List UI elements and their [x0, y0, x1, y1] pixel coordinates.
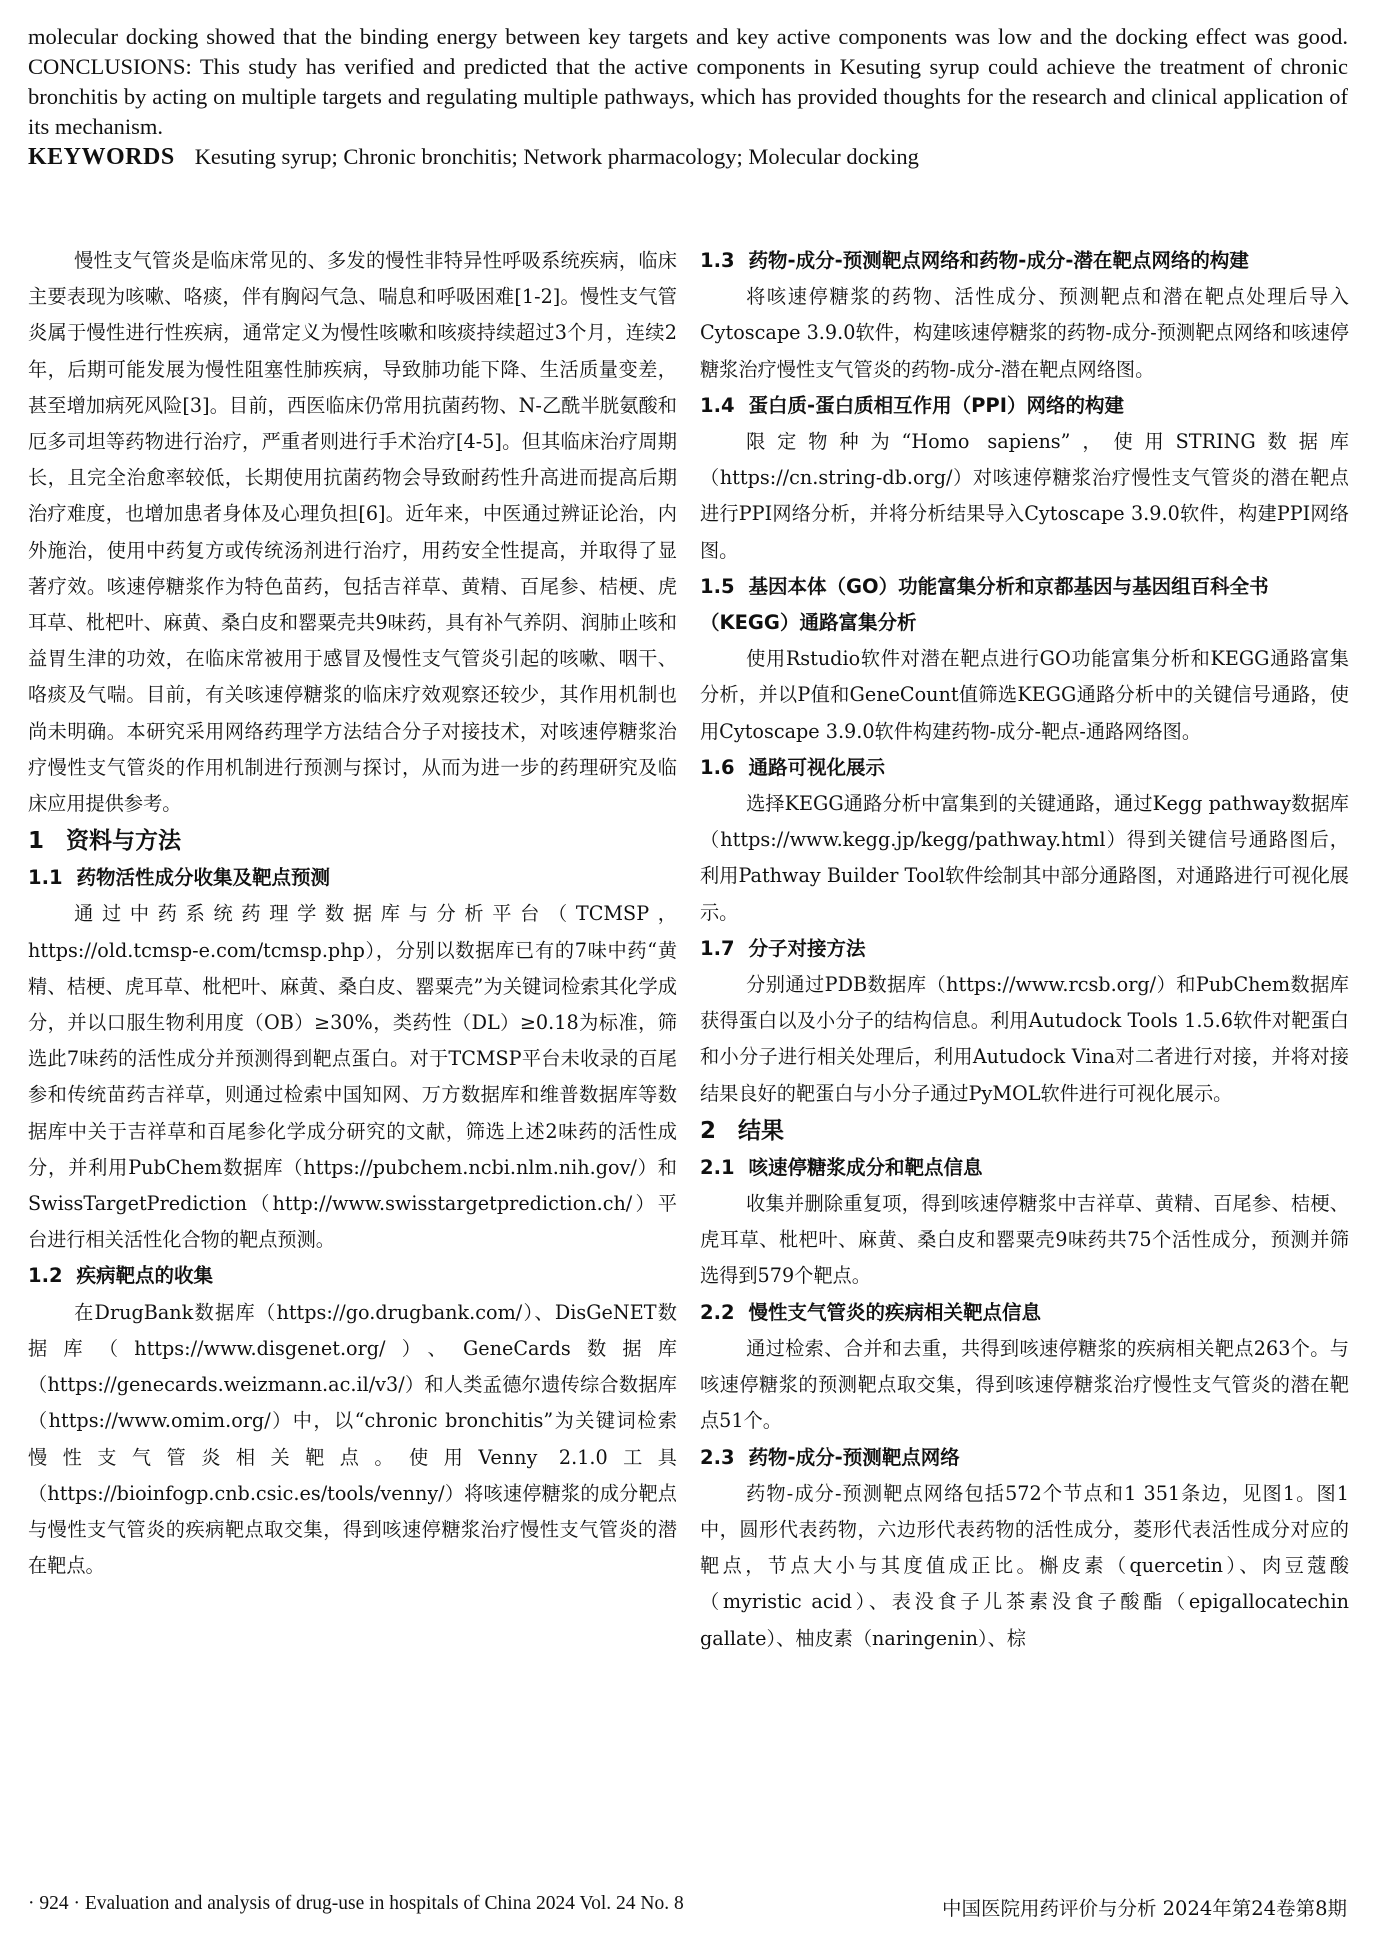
section-heading: 2 结果 — [700, 1117, 785, 1144]
intro-paragraph: 慢性支气管炎是临床常见的、多发的慢性非特异性呼吸系统疾病，临床主要表现为咳嗽、咯痰，伴有胸闷气急、喘息和呼吸困难[1-2]。慢性支气管炎属于慢性进行性疾病，通常定义为慢性咳嗽和咳痰持续超过3个月，连续2年，后期可能发展为慢性阻塞性肺疾病，导致肺功能下降、生活质量变差，甚至增加病死风险[3]。目前，西医临床仍常用抗菌药物、N-乙酰半胱氨酸和厄多司坦等药物进行治疗，严重者则进行手术治疗[4-5]。但其临床治疗周期长，且完全治愈率较低，长期使用抗菌药物会导致耐药性升高进而提高后期治疗难度，也增加患者身体及心理负担[6]。近年来，中医通过辨证论治，内外施治，使用中药复方或传统汤剂进行治疗，用药安全性提高，并取得了显著疗效。咳速停糖浆作为特色苗药，包括吉祥草、黄精、百尾参、桔梗、虎耳草、枇杷叶、麻黄、桑白皮和罂粟壳共9味药，具有补气养阴、润肺止咳和益胃生津的功效，在临床常被用于感冒及慢性支气管炎引起的咳嗽、咽干、咯痰及气喘。目前，有关咳速停糖浆的临床疗效观察还较少，其作用机制也尚未明确。本研究采用网络药理学方法结合分子对接技术，对咳速停糖浆治疗慢性支气管炎的作用机制进行预测与探讨，从而为进一步的药理研究及临床应用提供参考。 — [28, 249, 677, 816]
subsection-heading: 2.3 药物-成分-预测靶点网络 — [700, 1445, 960, 1469]
subsection-heading: 1.6 通路可视化展示 — [700, 755, 886, 779]
subsection-heading: 1.7 分子对接方法 — [700, 936, 866, 960]
body-paragraph: 通过检索、合并和去重，共得到咳速停糖浆的疾病相关靶点263个。与咳速停糖浆的预测靶点取交集，得到咳速停糖浆治疗慢性支气管炎的潜在靶点51个。 — [700, 1336, 1349, 1433]
keywords-line — [28, 142, 1348, 172]
body-paragraph: 通过中药系统药理学数据库与分析平台（TCMSP，https://old.tcmsp-e.com/tcmsp.php），分别以数据库已有的7味中药“黄精、桔梗、虎耳草、枇杷叶、麻黄、桑白皮、罂粟壳”为关键词检索其化学成分，并以口服生物利用度（OB）≥30%，类药性（DL）≥0.18为标准，筛选此7味药的活性成分并预测得到靶点蛋白。对于TCMSP平台未收录的百尾参和传统苗药吉祥草，则通过检索中国知网、万方数据库和维普数据库等数据库中关于吉祥草和百尾参化学成分研究的文献，筛选上述2味药的活性成分，并利用PubChem数据库（https://pubchem.ncbi.nlm.nih.gov/）和SwissTargetPrediction（http://www.swisstargetprediction.ch/）平台进行相关活性化合物的靶点预测。 — [28, 902, 677, 1252]
body-paragraph: 将咳速停糖浆的药物、活性成分、预测靶点和潜在靶点处理后导入Cytoscape 3.9.0软件，构建咳速停糖浆的药物-成分-预测靶点网络和咳速停糖浆治疗慢性支气管炎的药物-成分-潜在靶点网络图。 — [700, 285, 1349, 381]
subsection-heading: 1.1 药物活性成分收集及靶点预测 — [28, 866, 331, 890]
subsection-heading: 2.2 慢性支气管炎的疾病相关靶点信息 — [700, 1300, 1042, 1324]
keywords-text: Kesuting syrup; Chronic bronchitis; Network pharmacology; Molecular docking — [194, 144, 919, 169]
body-paragraph: 收集并删除重复项，得到咳速停糖浆中吉祥草、黄精、百尾参、桔梗、虎耳草、枇杷叶、麻黄、桑白皮和罂粟壳9味药共75个活性成分，预测并筛选得到579个靶点。 — [700, 1192, 1349, 1288]
body-paragraph: 分别通过PDB数据库（https://www.rcsb.org/）和PubChem数据库获得蛋白以及小分子的结构信息。利用Autudock Tools 1.5.6软件对靶蛋白和小分子进行相关处理后，利用Autudock Vina对二者进行对接，并将对接结果良好的靶蛋白与小分子通过PyMOL软件进行可视化展示。 — [700, 973, 1349, 1105]
subsection-heading: 1.4 蛋白质-蛋白质相互作用（PPI）网络的构建 — [700, 393, 1124, 417]
footer-right: 中国医院用药评价与分析 2024年第24卷第8期 — [941, 1897, 1347, 1920]
body-paragraph: 药物-成分-预测靶点网络包括572个节点和1 351条边，见图1。图1中，圆形代表药物，六边形代表药物的活性成分，菱形代表活性成分对应的靶点，节点大小与其度值成正比。槲皮素（quercetin）、肉豆蔻酸（myristic acid）、表没食子儿茶素没食子酸酯（epigallocatechin gallate）、柚皮素（naringenin）、棕 — [700, 1481, 1349, 1650]
section-heading: 1 资料与方法 — [28, 828, 182, 855]
subsection-heading: 1.2 疾病靶点的收集 — [28, 1264, 214, 1288]
subsection-heading: 2.1 咳速停糖浆成分和靶点信息 — [700, 1155, 983, 1179]
left-column — [28, 243, 677, 1584]
subsection-heading: 1.3 药物-成分-预测靶点网络和药物-成分-潜在靶点网络的构建 — [700, 249, 1249, 272]
body-paragraph: 使用Rstudio软件对潜在靶点进行GO功能富集分析和KEGG通路富集分析，并以P值和GeneCount值筛选KEGG通路分析中的关键信号通路，使用Cytoscape 3.9.0软件构建药物-成分-靶点-通路网络图。 — [700, 647, 1349, 743]
right-column — [700, 243, 1349, 1657]
body-paragraph: 限定物种为“Homo sapiens”，使用STRING数据库（https://cn.string-db.org/）对咳速停糖浆治疗慢性支气管炎的潜在靶点进行PPI网络分析，并将分析结果导入Cytoscape 3.9.0软件，构建PPI网络图。 — [700, 430, 1349, 562]
body-paragraph: 在DrugBank数据库（https://go.drugbank.com/）、DisGeNET数据库（https://www.disgenet.org/）、GeneCards数据库（https://genecards.weizmann.ac.il/v3/）和人类孟德尔遗传综合数据库（https://www.omim.org/）中，以“chronic bronchitis”为关键词检索慢性支气管炎相关靶点。使用Venny 2.1.0工具（https://bioinfogp.cnb.csic.es/tools/venny/）将咳速停糖浆的成分靶点与慢性支气管炎的疾病靶点取交集，得到咳速停糖浆治疗慢性支气管炎的潜在靶点。 — [28, 1300, 677, 1578]
subsection-heading: 1.5 基因本体（GO）功能富集分析和京都基因与基因组百科全书（KEGG）通路富集分析 — [700, 574, 1269, 635]
abstract-text: molecular docking showed that the binding energy between key targets and key active components was low and the docking effect was good. CONCLUSIONS: This study has verified and predicted that the active components in Kesuting syrup could achieve the treatment of chronic bronchitis by acting on multiple targets and regulating multiple pathways, which has provided thoughts for the research and clinical application of its mechanism. — [28, 24, 1348, 139]
body-paragraph: 选择KEGG通路分析中富集到的关键通路，通过Kegg pathway数据库（https://www.kegg.jp/kegg/pathway.html）得到关键信号通路图后，利用Pathway Builder Tool软件绘制其中部分通路图，对通路进行可视化展示。 — [700, 792, 1349, 924]
abstract-block — [28, 22, 1348, 172]
keywords-label: KEYWORDS — [28, 144, 175, 170]
footer-left: · 924 · Evaluation and analysis of drug-use in hospitals of China 2024 Vol. 24 No. 8 — [28, 1893, 684, 1914]
